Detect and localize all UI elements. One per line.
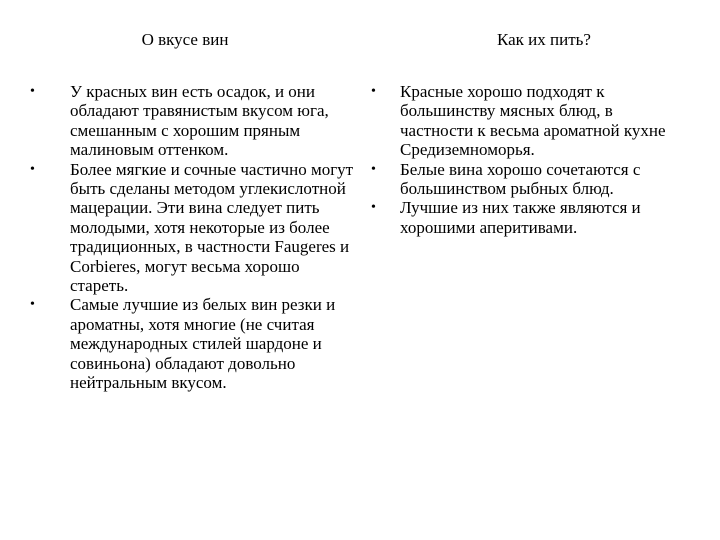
list-item	[28, 295, 358, 392]
bullet-icon: •	[30, 297, 35, 313]
list-item	[28, 160, 358, 296]
list-item	[370, 160, 690, 199]
list-item-text: Красные хорошо подходят к большинству мясных блюд, в частности к весьма ароматной кухне Средиземноморья.	[400, 82, 666, 160]
list-item	[370, 82, 690, 160]
right-bullet-list	[370, 82, 690, 237]
bullet-icon: •	[371, 200, 376, 216]
list-item	[28, 82, 358, 160]
left-bullet-list	[28, 82, 358, 393]
list-item-text: Самые лучшие из белых вин резки и ароматны, хотя многие (не считая международных стилей шардоне и совиньона) обладают довольно нейтральным вкусом.	[70, 295, 336, 393]
list-item-text: Более мягкие и сочные частично могут быть сделаны методом углекислотной мацерации. Эти вина следует пить молодыми, хотя некоторые из более традиционных, в частности Faugeres и Corbieres, могут весьма хорошо стареть.	[70, 159, 354, 296]
bullet-icon: •	[30, 84, 35, 99]
list-item-text: Лучшие из них также являются и хорошими аперитивами.	[400, 198, 641, 237]
list-item-text: У красных вин есть осадок, и они обладают травянистым вкусом юга, смешанным с хорошим пряным малиновым оттенком.	[70, 82, 329, 160]
left-column-title: О вкусе вин	[141, 30, 229, 49]
right-column-title: Как их пить?	[497, 30, 591, 49]
list-item	[370, 198, 690, 237]
bullet-icon: •	[371, 161, 376, 177]
bullet-icon: •	[30, 161, 35, 177]
list-item-text: Белые вина хорошо сочетаются с большинством рыбных блюд.	[400, 159, 641, 199]
bullet-icon: •	[371, 84, 376, 99]
